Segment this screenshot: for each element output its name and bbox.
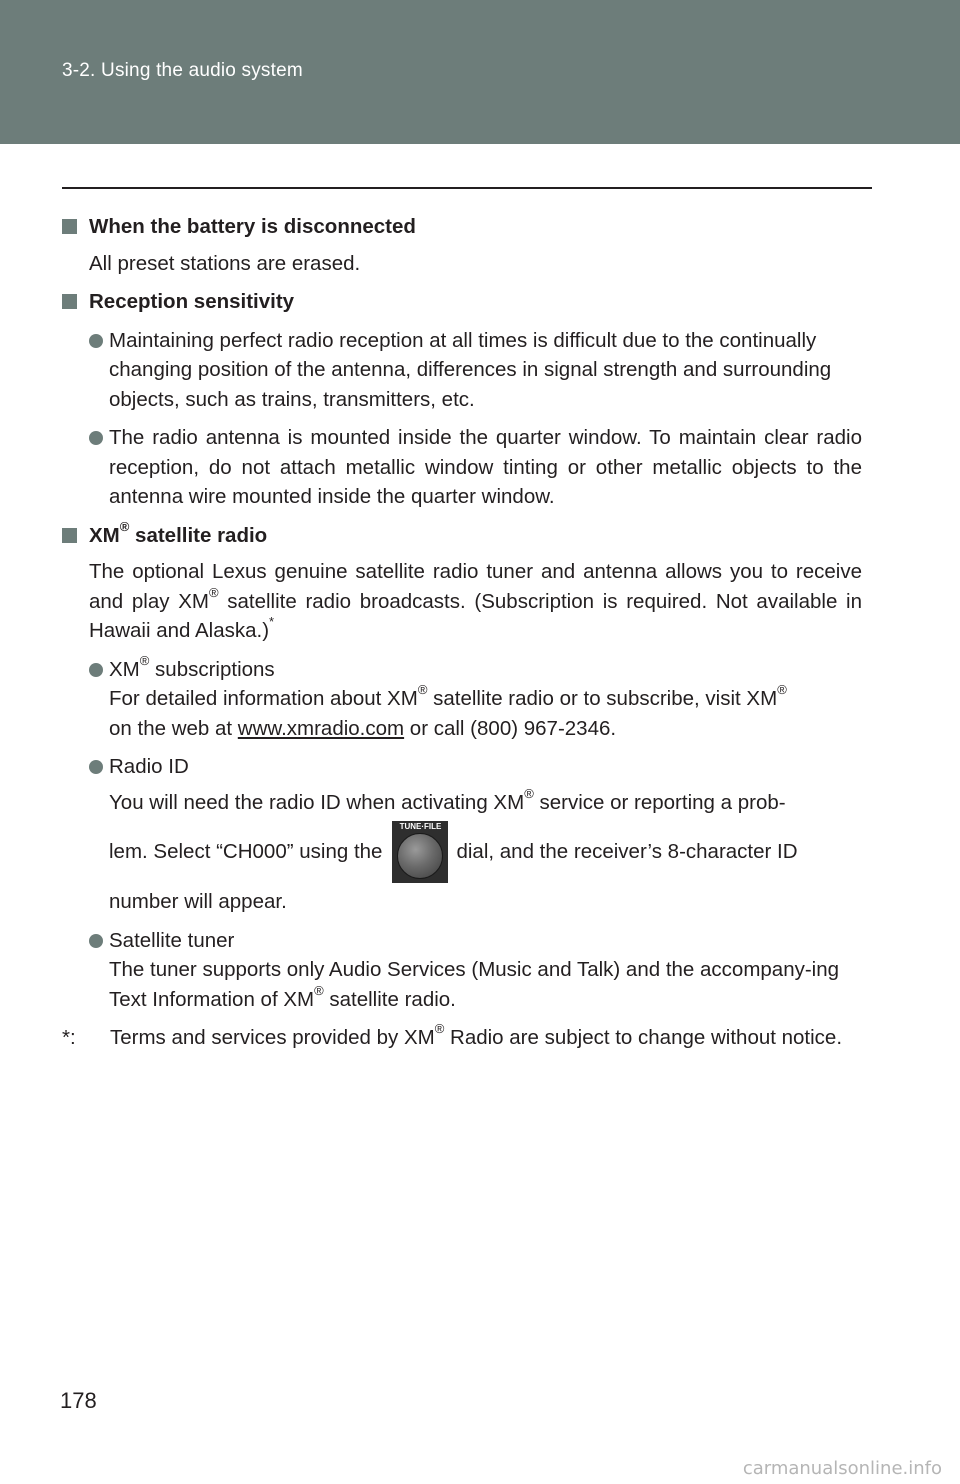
xm-radio-id [89, 752, 862, 917]
reception-bullet-1-text: Maintaining perfect radio reception at all times is difficult due to the continually changing position of the antenna, differences in signal strength and surrounding objects, such as trains, transmitters, etc. [109, 328, 832, 411]
footnote-mark: *: [62, 1026, 76, 1049]
heading-reception-text: Reception sensitivity [89, 290, 295, 313]
square-bullet-icon [62, 528, 77, 543]
xm-tuner [89, 926, 862, 1015]
heading-battery [62, 212, 862, 242]
header-rule [62, 187, 872, 189]
heading-battery-text: When the battery is disconnected [89, 215, 416, 238]
reception-bullet-1 [89, 326, 862, 415]
xm-website-link[interactable]: www.xmradio.com [237, 716, 405, 740]
tune-file-dial-icon [392, 821, 448, 883]
xm-tuner-text: The tuner supports only Audio Services (Music and Talk) and the accompany-ing Text Information of XM® satellite radio. [109, 958, 840, 1011]
registered-mark: ® [119, 518, 130, 534]
reception-bullet-2 [89, 423, 862, 512]
xm-subscriptions-body [109, 652, 862, 744]
registered-mark: ® [208, 584, 219, 600]
watermark: carmanualsonline.info [742, 1458, 942, 1479]
footnote [62, 1023, 862, 1053]
xm-radio-id-body [109, 752, 862, 917]
xm-radio-id-line3: number will appear. [109, 890, 287, 913]
heading-xm [62, 518, 862, 551]
header-band [0, 0, 960, 144]
reception-bullet-2-text: The radio antenna is mounted inside the quarter window. To maintain clear radio reception, do not attach metallic window tinting or other metallic objects to the antenna wire mounted inside the quarter window. [109, 426, 862, 508]
heading-reception [62, 287, 862, 317]
battery-text: All preset stations are erased. [89, 251, 361, 275]
xm-intro: The optional Lexus genuine satellite radio tuner and antenna allows you to receive and play XM® satellite radio broadcasts. (Subscription is required. Not available in Hawaii and Alaska.)* [89, 560, 862, 642]
round-bullet-icon [89, 760, 103, 774]
dial-knob-icon [397, 833, 443, 879]
asterisk-mark: * [269, 614, 275, 630]
page-number: 178 [60, 1388, 97, 1413]
xm-subscriptions [89, 652, 862, 744]
heading-xm-text: XM® satellite radio [89, 518, 268, 547]
xm-subscriptions-text: For detailed information about XM® satellite radio or to subscribe, visit XM® on the web at www.xmradio.com or call (800) 967-2346. [109, 682, 787, 740]
content [62, 212, 862, 1053]
xm-tuner-title: Satellite tuner [109, 928, 235, 952]
round-bullet-icon [89, 663, 103, 677]
round-bullet-icon [89, 334, 103, 348]
footnote-text: Terms and services provided by XM® Radio are subject to change without notice. [110, 1021, 843, 1049]
square-bullet-icon [62, 219, 77, 234]
xm-radio-id-line2: lem. Select “CH000” using the TUNE·FILE dial, and the receiver’s 8-character ID [109, 821, 862, 883]
round-bullet-icon [89, 431, 103, 445]
square-bullet-icon [62, 294, 77, 309]
dial-label: TUNE·FILE [399, 822, 442, 831]
round-bullet-icon [89, 934, 103, 948]
section-title: 3-2. Using the audio system [62, 60, 303, 81]
xm-subscriptions-title: XM® subscriptions [109, 652, 275, 681]
xm-tuner-body [109, 926, 862, 1015]
xm-radio-id-title: Radio ID [109, 755, 189, 778]
xm-radio-id-line1: You will need the radio ID when activating XM® service or reporting a prob- [109, 785, 786, 814]
